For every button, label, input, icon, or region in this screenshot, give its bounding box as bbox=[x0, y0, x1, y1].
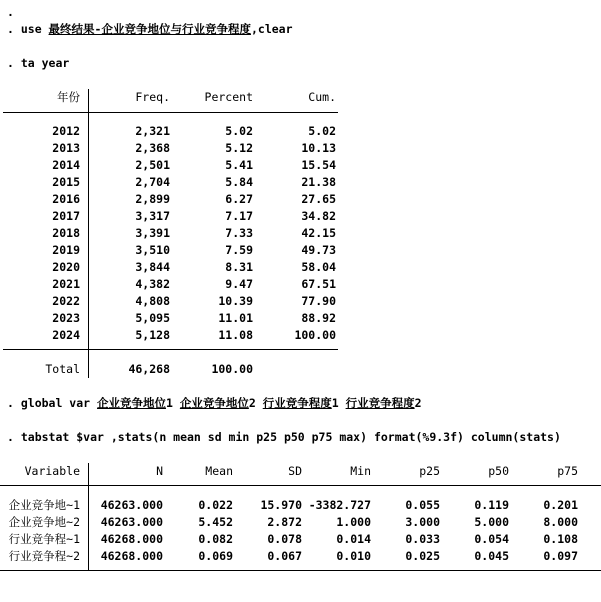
stats-table-row-cell: 0.010 bbox=[336, 549, 371, 563]
freq-table-row-cell: 100.00 bbox=[294, 328, 336, 342]
stats-table-row-cell: 行业竞争程~1 bbox=[8, 532, 80, 546]
stats-rows bbox=[0, 497, 601, 565]
stats-table-row bbox=[0, 497, 601, 514]
stats-table-vertical-rule bbox=[88, 463, 89, 571]
freq-table-row bbox=[0, 327, 601, 344]
freq-table-row-cell: 2,899 bbox=[135, 192, 170, 206]
global-var-name: 行业竞争程度 bbox=[345, 396, 415, 410]
freq-table-row-cell: 5.41 bbox=[225, 158, 253, 172]
freq-table-row bbox=[0, 225, 601, 242]
use-filename: 最终结果-企业竞争地位与行业竞争程度 bbox=[48, 22, 251, 36]
total-freq: 46,268 bbox=[128, 362, 170, 376]
freq-table-row-cell: 42.15 bbox=[301, 226, 336, 240]
freq-table-row-cell: 6.27 bbox=[225, 192, 253, 206]
total-label: Total bbox=[45, 362, 80, 376]
freq-table-row-cell: 3,844 bbox=[135, 260, 170, 274]
freq-table-row-cell: 7.17 bbox=[225, 209, 253, 223]
freq-header-cum: Cum. bbox=[308, 90, 336, 104]
global-var-suffix: 1 bbox=[331, 396, 346, 410]
freq-table-row bbox=[0, 140, 601, 157]
freq-table-row-cell: 2014 bbox=[52, 158, 80, 172]
freq-table-row-cell: 2015 bbox=[52, 175, 80, 189]
freq-table-row-cell: 67.51 bbox=[301, 277, 336, 291]
freq-table-row bbox=[0, 157, 601, 174]
freq-table-row-cell: 2012 bbox=[52, 124, 80, 138]
freq-table-row-cell: 5.12 bbox=[225, 141, 253, 155]
freq-table-row-cell: 77.90 bbox=[301, 294, 336, 308]
freq-table-row-cell: 3,391 bbox=[135, 226, 170, 240]
freq-table-row bbox=[0, 293, 601, 310]
stats-table-row-cell: 46263.000 bbox=[100, 498, 163, 512]
stats-table-row-cell: 5.452 bbox=[198, 515, 233, 529]
freq-table-row-cell: 2023 bbox=[52, 311, 80, 325]
command-tabstat bbox=[0, 429, 601, 446]
freq-table-row-cell: 34.82 bbox=[301, 209, 336, 223]
stats-table-row bbox=[0, 548, 601, 565]
frequency-table-total-row bbox=[0, 361, 601, 378]
freq-table-row-cell: 3,510 bbox=[135, 243, 170, 257]
freq-table-row-cell: 21.38 bbox=[301, 175, 336, 189]
stats-table-row-cell: 0.022 bbox=[198, 498, 233, 512]
stats-table-row-cell: 46268.000 bbox=[100, 549, 163, 563]
stats-header-variable: Variable bbox=[24, 464, 80, 478]
stats-header-p50: p50 bbox=[488, 464, 509, 478]
freq-header-freq: Freq. bbox=[135, 90, 170, 104]
freq-table-row-cell: 8.31 bbox=[225, 260, 253, 274]
stats-table-row bbox=[0, 531, 601, 548]
stats-table-row-cell: 46268.000 bbox=[100, 532, 163, 546]
blank-line bbox=[0, 412, 601, 429]
frequency-table-header bbox=[0, 89, 601, 106]
stats-table-row-cell: 1.000 bbox=[336, 515, 371, 529]
freq-table-row-cell: 5.02 bbox=[225, 124, 253, 138]
stats-table-row-cell: 15.970 bbox=[260, 498, 302, 512]
stats-table-row-cell: -3382.727 bbox=[308, 498, 371, 512]
freq-table-row-cell: 5,128 bbox=[135, 328, 170, 342]
freq-table-row-cell: 49.73 bbox=[301, 243, 336, 257]
command-tabulate bbox=[0, 55, 601, 72]
stats-table-row-cell: 0.014 bbox=[336, 532, 371, 546]
stats-table-row-cell: 0.067 bbox=[267, 549, 302, 563]
stats-table-row-cell: 0.097 bbox=[543, 549, 578, 563]
freq-total-rule bbox=[3, 349, 338, 350]
freq-table-row-cell: 10.13 bbox=[301, 141, 336, 155]
global-var-suffix: 2 bbox=[414, 396, 422, 410]
stats-table-row-cell: 0.201 bbox=[543, 498, 578, 512]
stats-table-row-cell: 0.082 bbox=[198, 532, 233, 546]
stats-header-p25: p25 bbox=[419, 464, 440, 478]
command-use bbox=[0, 21, 601, 38]
stats-table-row-cell: 企业竞争地~1 bbox=[8, 498, 80, 512]
freq-table-row-cell: 5,095 bbox=[135, 311, 170, 325]
command-global bbox=[0, 395, 601, 412]
freq-table-row bbox=[0, 191, 601, 208]
stats-table-row-cell: 2.872 bbox=[267, 515, 302, 529]
prompt-line bbox=[0, 4, 601, 21]
global-var-name: 企业竞争地位 bbox=[97, 396, 167, 410]
freq-table-row bbox=[0, 208, 601, 225]
freq-table-row-cell: 2,704 bbox=[135, 175, 170, 189]
freq-table-row-cell: 3,317 bbox=[135, 209, 170, 223]
stats-header-min: Min bbox=[350, 464, 371, 478]
prompt-dot: . bbox=[7, 5, 14, 19]
freq-table-row bbox=[0, 174, 601, 191]
freq-table-row-cell: 10.39 bbox=[218, 294, 253, 308]
stats-header-n: N bbox=[156, 464, 163, 478]
freq-table-row-cell: 88.92 bbox=[301, 311, 336, 325]
stats-table-row-cell: 企业竞争地~2 bbox=[8, 515, 80, 529]
stats-table-row-cell: 0.045 bbox=[474, 549, 509, 563]
blank-line bbox=[0, 378, 601, 395]
freq-table-row-cell: 2019 bbox=[52, 243, 80, 257]
stats-table-row-cell: 行业竞争程~2 bbox=[8, 549, 80, 563]
freq-table-row-cell: 11.01 bbox=[218, 311, 253, 325]
freq-header-percent: Percent bbox=[204, 90, 253, 104]
freq-table-row-cell: 2013 bbox=[52, 141, 80, 155]
freq-table-row-cell: 4,382 bbox=[135, 277, 170, 291]
freq-table-row-cell: 2,501 bbox=[135, 158, 170, 172]
stats-header-mean: Mean bbox=[205, 464, 233, 478]
tabstat-text: . tabstat $var ,stats(n mean sd min p25 p50 p75 max) format(%9.3f) column(stats) bbox=[7, 430, 561, 444]
use-suffix: ,clear bbox=[250, 22, 293, 36]
global-var-suffix: 2 bbox=[248, 396, 263, 410]
stats-header-rule bbox=[0, 485, 601, 486]
stats-table-row-cell: 0.069 bbox=[198, 549, 233, 563]
freq-table-row-cell: 2021 bbox=[52, 277, 80, 291]
freq-table-row-cell: 4,808 bbox=[135, 294, 170, 308]
freq-table-row-cell: 2018 bbox=[52, 226, 80, 240]
freq-table-row-cell: 11.08 bbox=[218, 328, 253, 342]
freq-table-row-cell: 2022 bbox=[52, 294, 80, 308]
global-var-name: 企业竞争地位 bbox=[179, 396, 249, 410]
freq-table-row-cell: 5.02 bbox=[308, 124, 336, 138]
total-percent: 100.00 bbox=[211, 362, 253, 376]
stats-table-row-cell: 5.000 bbox=[474, 515, 509, 529]
freq-table-row-cell: 15.54 bbox=[301, 158, 336, 172]
freq-table-row-cell: 2,368 bbox=[135, 141, 170, 155]
freq-table-row bbox=[0, 259, 601, 276]
stats-table-row-cell: 0.108 bbox=[543, 532, 578, 546]
freq-table-row-cell: 9.47 bbox=[225, 277, 253, 291]
freq-table-row-cell: 5.84 bbox=[225, 175, 253, 189]
tabulate-text: . ta year bbox=[7, 56, 70, 70]
stats-table-row-cell: 3.000 bbox=[405, 515, 440, 529]
stats-table-row-cell: 0.033 bbox=[405, 532, 440, 546]
freq-table-row bbox=[0, 123, 601, 140]
freq-table-row-cell: 2024 bbox=[52, 328, 80, 342]
stats-table-row-cell: 0.119 bbox=[474, 498, 509, 512]
frequency-table bbox=[0, 89, 601, 378]
use-prefix: . use bbox=[7, 22, 49, 36]
freq-table-row-cell: 2016 bbox=[52, 192, 80, 206]
blank-line bbox=[0, 446, 601, 463]
stats-table-row-cell: 0.078 bbox=[267, 532, 302, 546]
summary-stats-table bbox=[0, 463, 601, 582]
stats-table-row bbox=[0, 514, 601, 531]
freq-table-row bbox=[0, 310, 601, 327]
stats-bottom-rule bbox=[0, 570, 601, 571]
global-var-name: 行业竞争程度 bbox=[262, 396, 332, 410]
freq-header-year: 年份 bbox=[57, 90, 80, 104]
freq-table-row-cell: 7.59 bbox=[225, 243, 253, 257]
stats-table-header bbox=[0, 463, 601, 480]
freq-table-row bbox=[0, 276, 601, 293]
global-prefix: . global var bbox=[7, 396, 98, 410]
stats-table-row-cell: 46263.000 bbox=[100, 515, 163, 529]
freq-table-row-cell: 2,321 bbox=[135, 124, 170, 138]
freq-header-rule bbox=[3, 112, 338, 113]
freq-table-row-cell: 27.65 bbox=[301, 192, 336, 206]
stats-table-row-cell: 0.055 bbox=[405, 498, 440, 512]
freq-table-vertical-rule bbox=[88, 89, 89, 378]
stats-table-row-cell: 0.025 bbox=[405, 549, 440, 563]
stats-table-row-cell: 0.054 bbox=[474, 532, 509, 546]
stats-header-sd: SD bbox=[288, 464, 302, 478]
freq-table-row bbox=[0, 242, 601, 259]
freq-table-row-cell: 2020 bbox=[52, 260, 80, 274]
freq-table-row-cell: 7.33 bbox=[225, 226, 253, 240]
freq-table-row-cell: 2017 bbox=[52, 209, 80, 223]
freq-table-row-cell: 58.04 bbox=[301, 260, 336, 274]
stats-header-p75: p75 bbox=[557, 464, 578, 478]
global-var-list bbox=[97, 396, 422, 410]
global-var-suffix: 1 bbox=[166, 396, 180, 410]
stats-table-row-cell: 8.000 bbox=[543, 515, 578, 529]
blank-line bbox=[0, 72, 601, 89]
blank-line bbox=[0, 38, 601, 55]
freq-rows bbox=[0, 123, 601, 344]
